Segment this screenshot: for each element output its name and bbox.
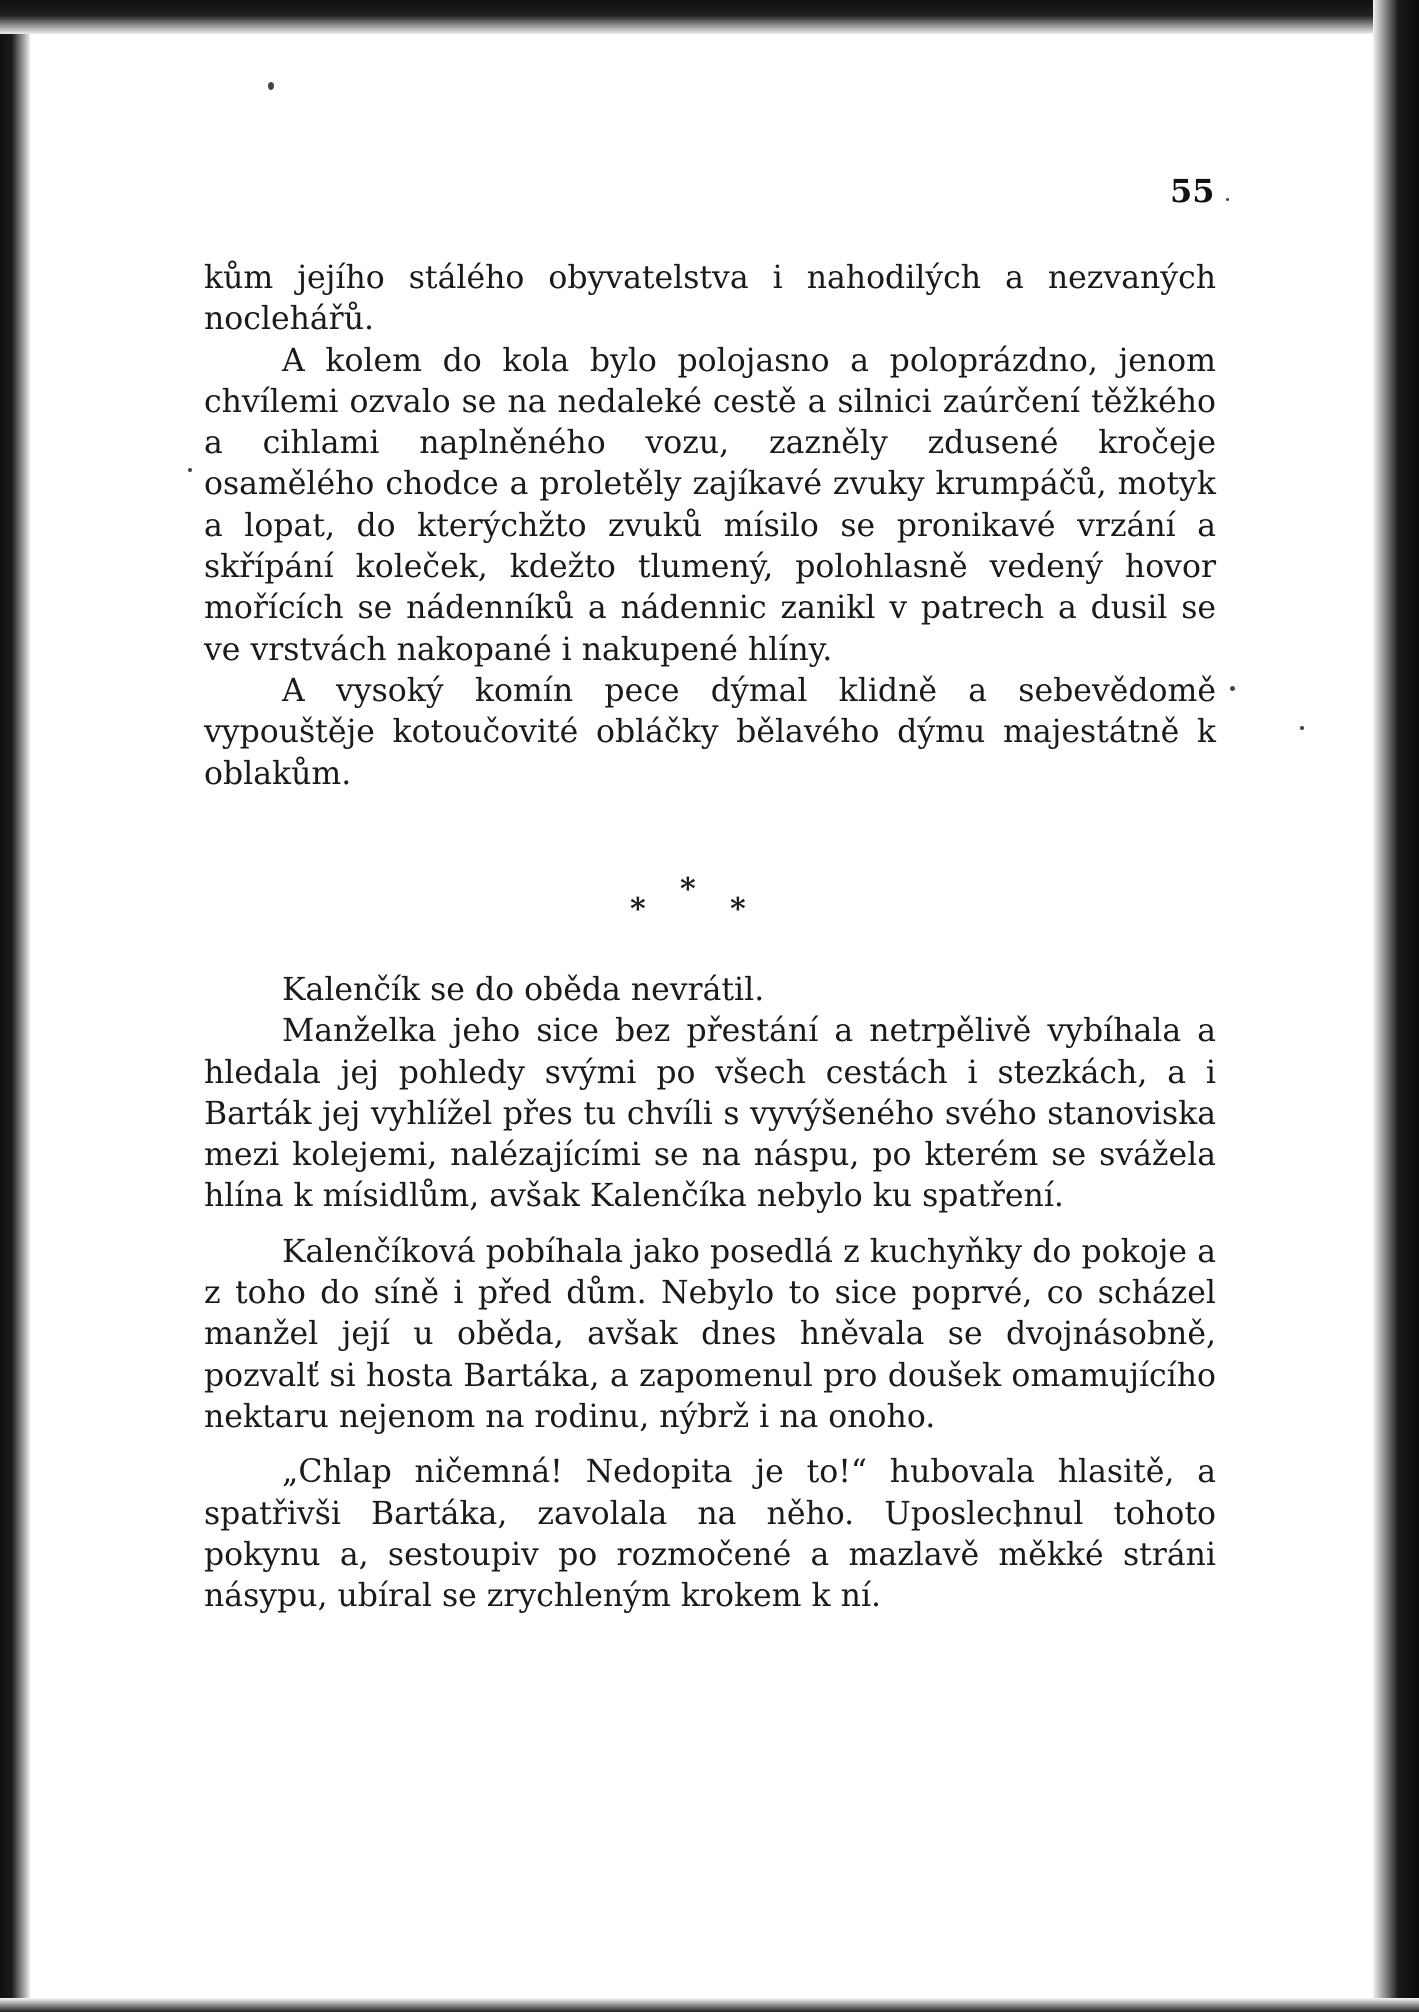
paragraph: „Chlap ničemná! Nedopita je to!“ hubovala hlasitě, a spatřivši Bartáka, zavolala na něho. Uposlechnul tohoto pokynu a, sestoupiv po rozmočené a mazlavě měkké stráni násypu, ubíral se zrychleným krokem k ní. bbox=[204, 1454, 1216, 1615]
page-number: 55 bbox=[1170, 172, 1215, 210]
body-text-section-2 bbox=[204, 970, 1216, 1617]
scan-speck bbox=[188, 468, 192, 472]
paragraph: Kalenčíková pobíhala jako posedlá z kuchyňky do pokoje a z toho do síně i před dům. Nebylo to sice poprvé, co scházel manžel její u oběda, avšak dnes hněvala se dvojnásobně, pozvalť si hosta Bartáka, a zapomenul pro doušek omamujícího nektaru nejenom na rodinu, nýbrž i na onoho. bbox=[204, 1233, 1216, 1435]
scan-speck bbox=[268, 82, 274, 90]
paragraph: Manželka jeho sice bez přestání a netrpělivě vybíhala a hledala jej pohledy svými po všech cestách i stezkách, a i Barták jej vyhlížel přes tu chvíli s vyvýšeného svého stanoviska mezi kolejemi, nalézajícími se na náspu, po kterém se svážela hlína k mísidlům, avšak Kalenčíka nebylo ku spatření. bbox=[204, 1013, 1216, 1215]
paragraph: Kalenčík se do oběda nevrátil. bbox=[282, 972, 765, 1008]
scan-edge-right bbox=[1373, 0, 1419, 2012]
separator-star-top: * bbox=[680, 872, 696, 907]
scan-edge-top bbox=[0, 0, 1419, 34]
scan-edge-bottom bbox=[0, 1998, 1419, 2012]
scan-speck bbox=[1230, 686, 1235, 691]
paragraph: A kolem do kola bylo polojasno a poloprázdno, jenom chvílemi ozvalo se na nedaleké cestě a silnici zaúrčení těžkého a cihlami naplněného vozu, zazněly zdusené kročeje osamělého chodce a proletěly zajíkavé zvuky krumpáčů, motyk a lopat, do kterýchžto zvuků mísilo se pronikavé vrzání a skřípání koleček, kdežto tlumený, polohlasně vedený hovor mořících se nádenníků a nádennic zanikl v patrech a dusil se ve vrstvách nakopané i nakupené hlíny. bbox=[204, 342, 1216, 668]
paragraph: A vysoký komín pece dýmal klidně a sebevědomě vypouštěje kotoučovité obláčky bělavého dýmu majestátně k oblakům. bbox=[204, 672, 1216, 792]
scan-speck bbox=[1300, 726, 1304, 730]
scan-edge-left bbox=[0, 0, 30, 2012]
body-text-section-1 bbox=[204, 258, 1216, 795]
section-separator-asterisms bbox=[630, 872, 790, 927]
separator-star-left: * bbox=[630, 892, 646, 927]
paragraph: kům jejího stálého obyvatelstva i nahodilých a nezvaných noclehářů. bbox=[204, 260, 1216, 338]
separator-star-right: * bbox=[730, 892, 746, 927]
scan-speck bbox=[1226, 198, 1229, 201]
